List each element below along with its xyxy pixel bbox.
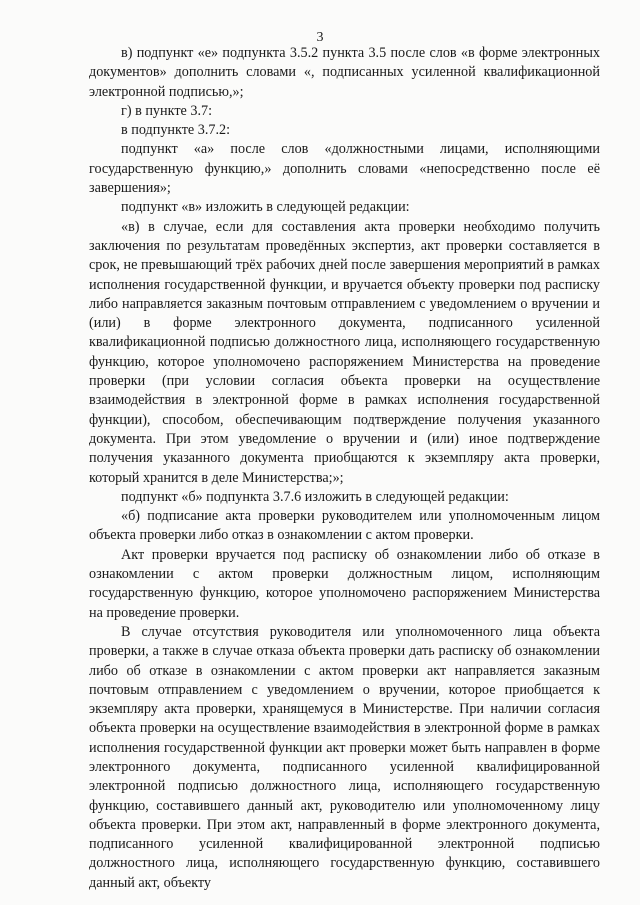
paragraph-item-v: в) подпункт «е» подпункта 3.5.2 пункта 3.5 после слов «в форме электронных документов» дополнить словами «, подписанных усиленной квалификационной электронной подписью,»; (89, 45, 600, 100)
paragraph-item-g: г) в пункте 3.7: (121, 102, 213, 119)
paragraph-subpoint-b-text: «б) подписание акта проверки руководителем или уполномоченным лицом объекта проверки либо отказ в ознакомлении с актом проверки. (89, 508, 600, 544)
document-body (89, 44, 600, 893)
paragraph-subpoint-3-7-2: в подпункте 3.7.2: (121, 122, 231, 139)
paragraph-subpoint-v-intro: подпункт «в» изложить в следующей редакции: (121, 199, 410, 216)
paragraph-absence-case: В случае отсутствия руководителя или уполномоченного лица объекта проверки, а также в случае отказа объекта проверки дать расписку об ознакомлении либо об отказе в ознакомлении с актом проверки акт направляется заказным почтовым отправлением с уведомлением о вручении, которое приобщается к экземпляру акта проверки, хранящемуся в Министерстве. При наличии согласия объекта проверки на осуществление взаимодействия в электронной форме в рамках исполнения государственной функции акт проверки может быть направлен в форме электронного документа, подписанного усиленной квалифицированной электронной подписью должностного лица, исполняющего государственную функцию, составившего данный акт, руководителю или уполномоченному лицу объекта проверки. При этом акт, направленный в форме электронного документа, подписанного усиленной квалифицированной электронной подписью должностного лица, исполняющего государственную функцию, составившего данный акт, объекту (89, 623, 600, 891)
paragraph-subpoint-v-text: «в) в случае, если для составления акта проверки необходимо получить заключения по результатам проведённых экспертиз, акт проверки составляется в срок, не превышающий трёх рабочих дней после завершения мероприятий в рамках исполнения государственной функции, и вручается объекту проверки под расписку либо направляется заказным почтовым отправлением с уведомлением о вручении и (или) в форме электронного документа, подписанного усиленной квалификационной подписью должностного лица, исполняющего государственную функцию, которое уполномочено распоряжением Министерства на проведение проверки (при условии согласия объекта проверки на осуществление взаимодействия в электронной форме в рамках исполнения государственной функции), способом, обеспечивающим подтверждение получения указанного документа. При этом уведомление о вручении и (или) иное подтверждение получения указанного документа приобщаются к экземпляру акта проверки, который хранится в деле Министерства;»; (89, 218, 600, 486)
paragraph-subpoint-a: подпункт «а» после слов «должностными лицами, исполняющими государственную функцию,» дополнить словами «непосредственно после её завершения»; (89, 141, 600, 197)
page-number: 3 (316, 30, 324, 45)
paragraph-subpoint-b-intro: подпункт «б» подпункта 3.7.6 изложить в следующей редакции: (121, 488, 509, 505)
paragraph-act-delivery: Акт проверки вручается под расписку об ознакомлении либо об отказе в ознакомлении с актом проверки должностным лицом, исполняющим государственную функцию, которое уполномочено распоряжением Министерства на проведение проверки. (89, 546, 600, 621)
